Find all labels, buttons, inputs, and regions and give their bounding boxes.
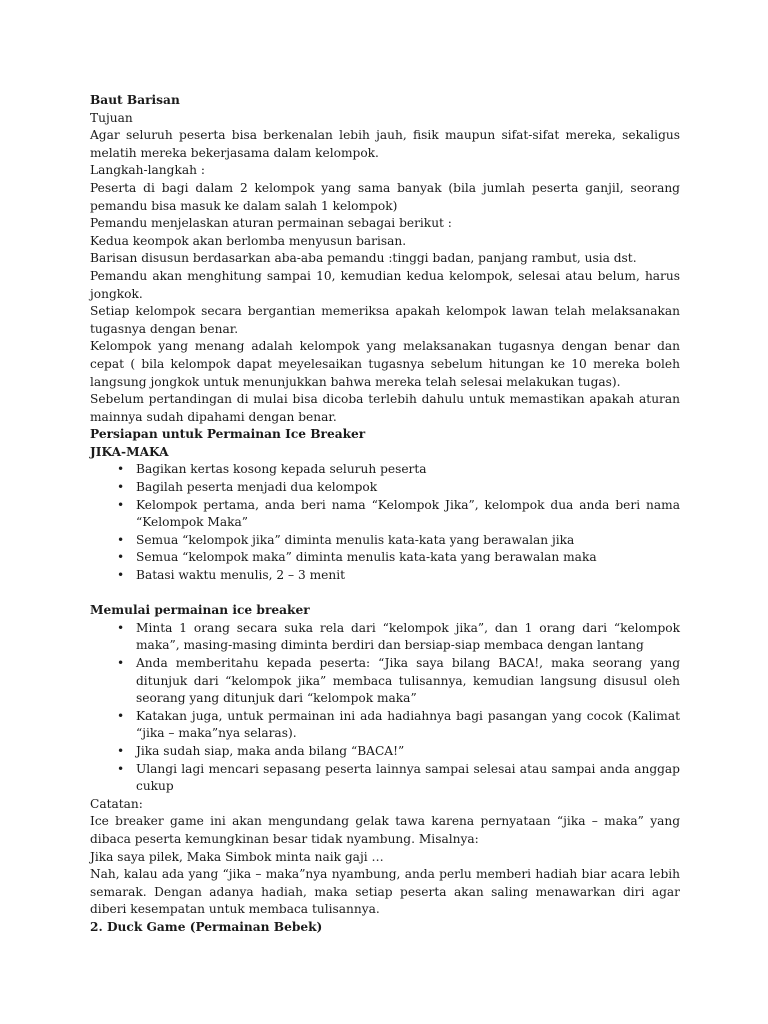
list-item-text: Semua “kelompok maka” diminta menulis kata-kata yang berawalan maka xyxy=(136,550,597,565)
catatan-paragraph: Jika saya pilek, Maka Simbok minta naik gaji … xyxy=(90,849,384,864)
catatan-label: Catatan: xyxy=(90,796,143,811)
bullet-icon: • xyxy=(117,462,125,477)
list-item-text: Ulangi lagi mencari sepasang peserta lainnya sampai selesai atau sampai anda anggap cukup xyxy=(136,761,680,794)
list-item-text: Kelompok pertama, anda beri nama “Kelompok Jika”, kelompok dua anda beri nama “Kelompok Maka” xyxy=(136,497,680,530)
bullet-icon: • xyxy=(117,480,125,495)
bullet-icon: • xyxy=(117,620,125,635)
bullet-icon: • xyxy=(117,656,125,670)
catatan-paragraph: Ice breaker game ini akan mengundang gelak tawa karena pernyataan “jika – maka” yang dibaca peserta kemungkinan besar tidak nyambung. Misalnya: xyxy=(90,814,680,846)
list-item xyxy=(90,743,680,761)
list-item xyxy=(90,761,680,796)
list-item xyxy=(90,620,680,655)
bullet-icon: • xyxy=(117,497,125,512)
bullet-icon: • xyxy=(117,761,125,776)
langkah-label: Langkah-langkah : xyxy=(90,163,205,178)
paragraph: Setiap kelompok secara bergantian memeriksa apakah kelompok lawan telah melaksanakan tugasnya dengan benar. xyxy=(90,304,680,336)
list-item-text: Bagikan kertas kosong kepada seluruh peserta xyxy=(136,462,427,477)
paragraph: Kelompok yang menang adalah kelompok yang melaksanakan tugasnya dengan benar dan cepat ( bila kelompok dapat meyelesaikan tugasnya sebelum hitungan ke 10 mereka boleh langsung jongkok untuk menunjukkan bahwa mereka telah selesai melakukan tugas). xyxy=(90,339,680,389)
memulai-list xyxy=(90,620,680,796)
paragraph: Pemandu akan menghitung sampai 10, kemudian kedua kelompok, selesai atau belum, harus jongkok. xyxy=(90,268,680,301)
paragraph: Barisan disusun berdasarkan aba-aba pemandu :tinggi badan, panjang rambut, usia dst. xyxy=(90,251,637,266)
tujuan-text: Agar seluruh peserta bisa berkenalan lebih jauh, fisik maupun sifat-sifat mereka, sekaligus melatih mereka bekerjasama dalam kelompok. xyxy=(90,128,680,160)
paragraph: Peserta di bagi dalam 2 kelompok yang sama banyak (bila jumlah peserta ganjil, seorang pemandu bisa masuk ke dalam salah 1 kelompok) xyxy=(90,180,680,213)
list-item xyxy=(90,567,680,585)
list-item xyxy=(90,549,680,567)
tujuan-label: Tujuan xyxy=(90,110,133,125)
list-item-text: Bagilah peserta menjadi dua kelompok xyxy=(136,480,378,495)
bullet-icon: • xyxy=(117,568,125,583)
bullet-icon: • xyxy=(117,743,125,758)
catatan-paragraph: Nah, kalau ada yang “jika – maka”nya nyambung, anda perlu memberi hadiah biar acara lebih semarak. Dengan adanya hadiah, maka setiap peserta akan saling menawarkan diri agar diberi kesempatan untuk membaca tulisannya. xyxy=(90,867,680,917)
list-item xyxy=(90,461,680,479)
bullet-icon: • xyxy=(117,550,125,565)
list-item-text: Minta 1 orang secara suka rela dari “kelompok jika”, dan 1 orang dari “kelompok maka”, masing-masing diminta berdiri dan bersiap-siap membaca dengan lantang xyxy=(136,620,680,653)
list-item-text: Semua “kelompok jika” diminta menulis kata-kata yang berawalan jika xyxy=(136,532,575,547)
spacer xyxy=(90,585,680,603)
list-item-text: Anda memberitahu kepada peserta: “Jika saya bilang BACA!, maka seorang yang ditunjuk dari “kelompok jika” membaca tulisannya, kemudian langsung disusul oleh seorang yang ditunjuk dari “kelompok maka” xyxy=(136,656,680,706)
persiapan-list xyxy=(90,461,680,584)
duck-game-heading: 2. Duck Game (Permainan Bebek) xyxy=(90,919,323,934)
bullet-icon: • xyxy=(117,708,125,723)
list-item xyxy=(90,708,680,743)
persiapan-heading: Persiapan untuk Permainan Ice Breaker xyxy=(90,427,366,442)
section-title: Baut Barisan xyxy=(90,93,180,107)
paragraph: Pemandu menjelaskan aturan permainan sebagai berikut : xyxy=(90,216,452,231)
memulai-heading: Memulai permainan ice breaker xyxy=(90,603,310,618)
bullet-icon: • xyxy=(117,532,125,547)
list-item xyxy=(90,655,680,708)
list-item xyxy=(90,497,680,532)
paragraph: Sebelum pertandingan di mulai bisa dicoba terlebih dahulu untuk memastikan apakah aturan mainnya sudah dipahami dengan benar. xyxy=(90,392,680,424)
list-item-text: Batasi waktu menulis, 2 – 3 menit xyxy=(136,568,346,583)
jika-maka-heading: JIKA-MAKA xyxy=(90,444,169,459)
list-item xyxy=(90,479,680,497)
list-item-text: Katakan juga, untuk permainan ini ada hadiahnya bagi pasangan yang cocok (Kalimat “jika – maka”nya selaras). xyxy=(136,708,680,741)
list-item xyxy=(90,532,680,550)
document-body xyxy=(90,92,680,937)
paragraph: Kedua keompok akan berlomba menyusun barisan. xyxy=(90,233,407,248)
list-item-text: Jika sudah siap, maka anda bilang “BACA!” xyxy=(136,743,405,758)
